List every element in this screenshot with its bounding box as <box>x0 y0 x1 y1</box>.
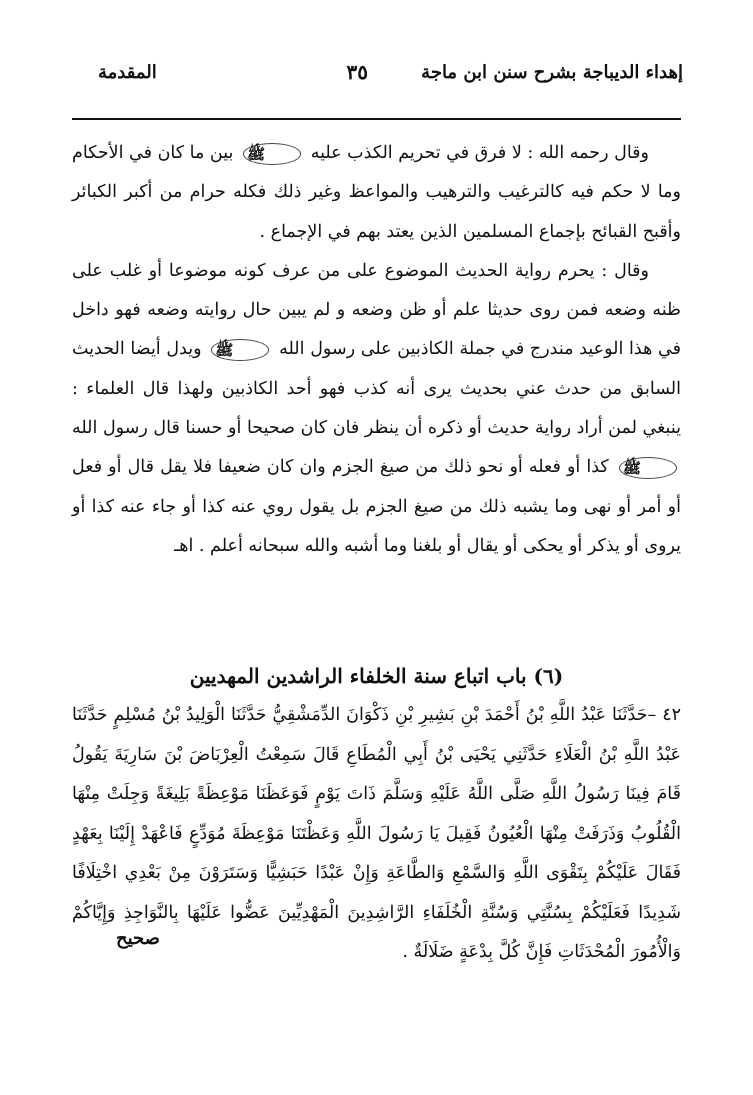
commentary-block <box>72 134 681 566</box>
running-header <box>70 58 683 92</box>
commentary-text: بين ما كان في الأحكام وما لا حكم فيه كالترغيب والترهيب والمواعظ وغير ذلك فكله حرام من أكبر الكبائر وأقبح القبائح بإجماع المسلمين الذين يعتد بهم في الإجماع . <box>72 143 681 242</box>
header-divider <box>72 118 681 120</box>
commentary-text: وقال : يحرم رواية الحديث الموضوع على من عرف كونه موضوعا أو غلب على ظنه وضعه فمن روى حديثا علم أو ظن وضعه و لم يبين حال روايته وضعه فهو داخل في هذا الوعيد مندرج في جملة الكاذبين على رسول الله <box>72 260 681 360</box>
commentary-text: كذا أو فعله أو نحو ذلك من صيغ الجزم وان كان ضعيفا فلا يقل قال أو فعل أو أمر أو نهى وما يشبه ذلك من صيغ الجزم بل يقول روي عنه كذا أو جاء عنه كذا أو يروى أو يذكر أو يحكى أو يقال أو بلغنا وما أشبه والله سبحانه أعلم . اهـ <box>72 457 681 556</box>
hadith-block <box>72 696 681 973</box>
book-title: إهداء الديباجة بشرح سنن ابن ماجة <box>421 62 683 83</box>
hadith-text: ٤٢ –حَدَّثَنَا عَبْدُ اللَّهِ بْنُ أَحْمَدَ بْنِ بَشِيرِ بْنِ ذَكْوَانَ الدِّمَشْقِيُّ حَدَّثَنَا الْوَلِيدُ بْنُ مُسْلِمٍ حَدَّثَنَا عَبْدُ اللَّهِ بْنُ الْعَلَاءِ حَدَّثَنِي يَحْيَى بْنُ أَبِي الْمُطَاعِ قَالَ سَمِعْتُ الْعِرْبَاضَ بْنَ سَارِيَةَ يَقُولُ قَامَ فِينَا رَسُولُ اللَّهِ صَلَّى اللَّهُ عَلَيْهِ وَسَلَّمَ ذَاتَ يَوْمٍ فَوَعَظَنَا مَوْعِظَةً بَلِيغَةً وَجِلَتْ مِنْهَا الْقُلُوبُ وَذَرَفَتْ مِنْهَا الْعُيُونُ فَقِيلَ يَا رَسُولَ اللَّهِ وَعَظْتَنَا مَوْعِظَةَ مُوَدِّعٍ فَاعْهَدْ إِلَيْنَا بِعَهْدٍ فَقَالَ عَلَيْكُمْ بِتَقْوَى اللَّهِ وَالسَّمْعِ وَالطَّاعَةِ وَإِنْ عَبْدًا حَبَشِيًّا وَسَتَرَوْنَ مِنْ بَعْدِي اخْتِلَافًا شَدِيدًا فَعَلَيْكُمْ بِسُنَّتِي وَسُنَّةِ الْخُلَفَاءِ الرَّاشِدِينَ الْمَهْدِيِّينَ عَضُّوا عَلَيْهَا بِالنَّوَاجِذِ وَإِيَّاكُمْ وَالْأُمُورَ الْمُحْدَثَاتِ فَإِنَّ كُلَّ بِدْعَةٍ ضَلَالَةٌ . <box>72 705 681 962</box>
commentary-text: ويدل أيضا الحديث السابق من حدث عني بحديث يرى أنه كذب فهو أحد الكاذبين ولهذا قال العلماء : ينبغي لمن أراد رواية حديث أو ذكره أن ينظر فان كان صحيحا أو حسنا قال رسول الله <box>72 339 681 439</box>
commentary-paragraph <box>72 134 681 252</box>
salawat-glyph: ﷺ <box>211 339 269 361</box>
hadith-grade: صحيح <box>116 928 160 949</box>
section-name: المقدمة <box>98 62 157 83</box>
commentary-paragraph <box>72 252 681 566</box>
salawat-glyph: ﷺ <box>243 143 301 165</box>
commentary-text: وقال رحمه الله : لا فرق في تحريم الكذب عليه <box>310 143 649 163</box>
chapter-heading: (٦) باب اتباع سنة الخلفاء الراشدين المهديين <box>189 664 564 688</box>
salawat-glyph: ﷺ <box>619 457 677 479</box>
page-number: ٣٥ <box>346 60 368 84</box>
